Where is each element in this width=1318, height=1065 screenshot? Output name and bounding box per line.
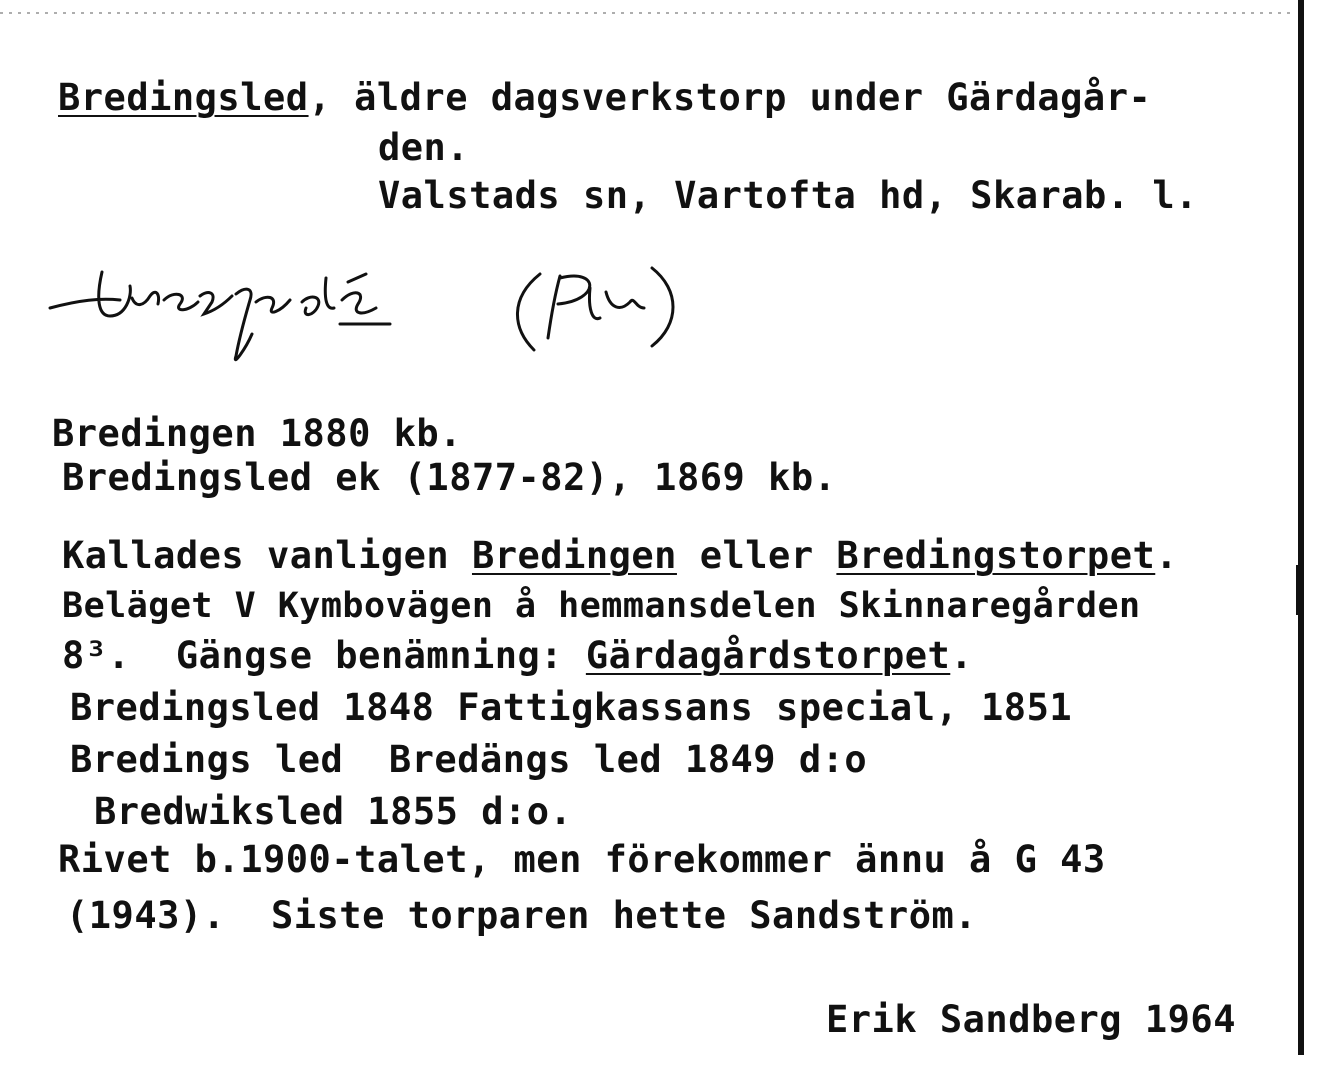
called-name-1: Bredingen bbox=[471, 534, 677, 577]
heading-line bbox=[58, 76, 1151, 120]
benamning-end: . bbox=[950, 634, 974, 677]
parish-location: Valstads sn, Vartofta hd, Skarab. l. bbox=[378, 174, 1198, 217]
note-line-1: Rivet b.1900-talet, men förekommer ännu å G 43 bbox=[58, 838, 1106, 881]
source-line-2: Bredingsled ek (1877-82), 1869 kb. bbox=[62, 456, 837, 499]
source-line-1: Bredingen 1880 kb. bbox=[52, 412, 462, 455]
card-right-edge bbox=[1298, 0, 1304, 1055]
card-edge-tick bbox=[1296, 565, 1300, 615]
location-line: Beläget V Kymbovägen å hemmansdelen Skinnaregården bbox=[62, 586, 1141, 626]
called-line bbox=[62, 534, 1178, 578]
called-end: . bbox=[1155, 534, 1179, 577]
benamning-prefix: 8³. Gängse benämning: bbox=[62, 634, 586, 677]
top-edge-marks bbox=[0, 12, 1290, 14]
benamning-name: Gärdagårdstorpet bbox=[585, 634, 951, 677]
record-line-3: Bredwiksled 1855 d:o. bbox=[94, 790, 573, 833]
signature: Erik Sandberg 1964 bbox=[826, 998, 1236, 1041]
handwritten-pronunciation bbox=[40, 238, 700, 368]
note-line-2: (1943). Siste torparen hette Sandström. bbox=[66, 894, 978, 937]
heading-rest: , äldre dagsverkstorp under Gärdagår- bbox=[308, 76, 1152, 119]
entry-name: Bredingsled bbox=[58, 76, 309, 119]
called-mid: eller bbox=[676, 534, 837, 577]
benamning-line bbox=[62, 634, 973, 678]
called-prefix: Kallades vanligen bbox=[62, 534, 472, 577]
heading-continuation: den. bbox=[378, 126, 470, 169]
called-name-2: Bredingstorpet bbox=[836, 534, 1156, 577]
record-line-2: Bredings led Bredängs led 1849 d:o bbox=[70, 738, 868, 781]
record-line-1: Bredingsled 1848 Fattigkassans special, 1851 bbox=[70, 686, 1073, 729]
